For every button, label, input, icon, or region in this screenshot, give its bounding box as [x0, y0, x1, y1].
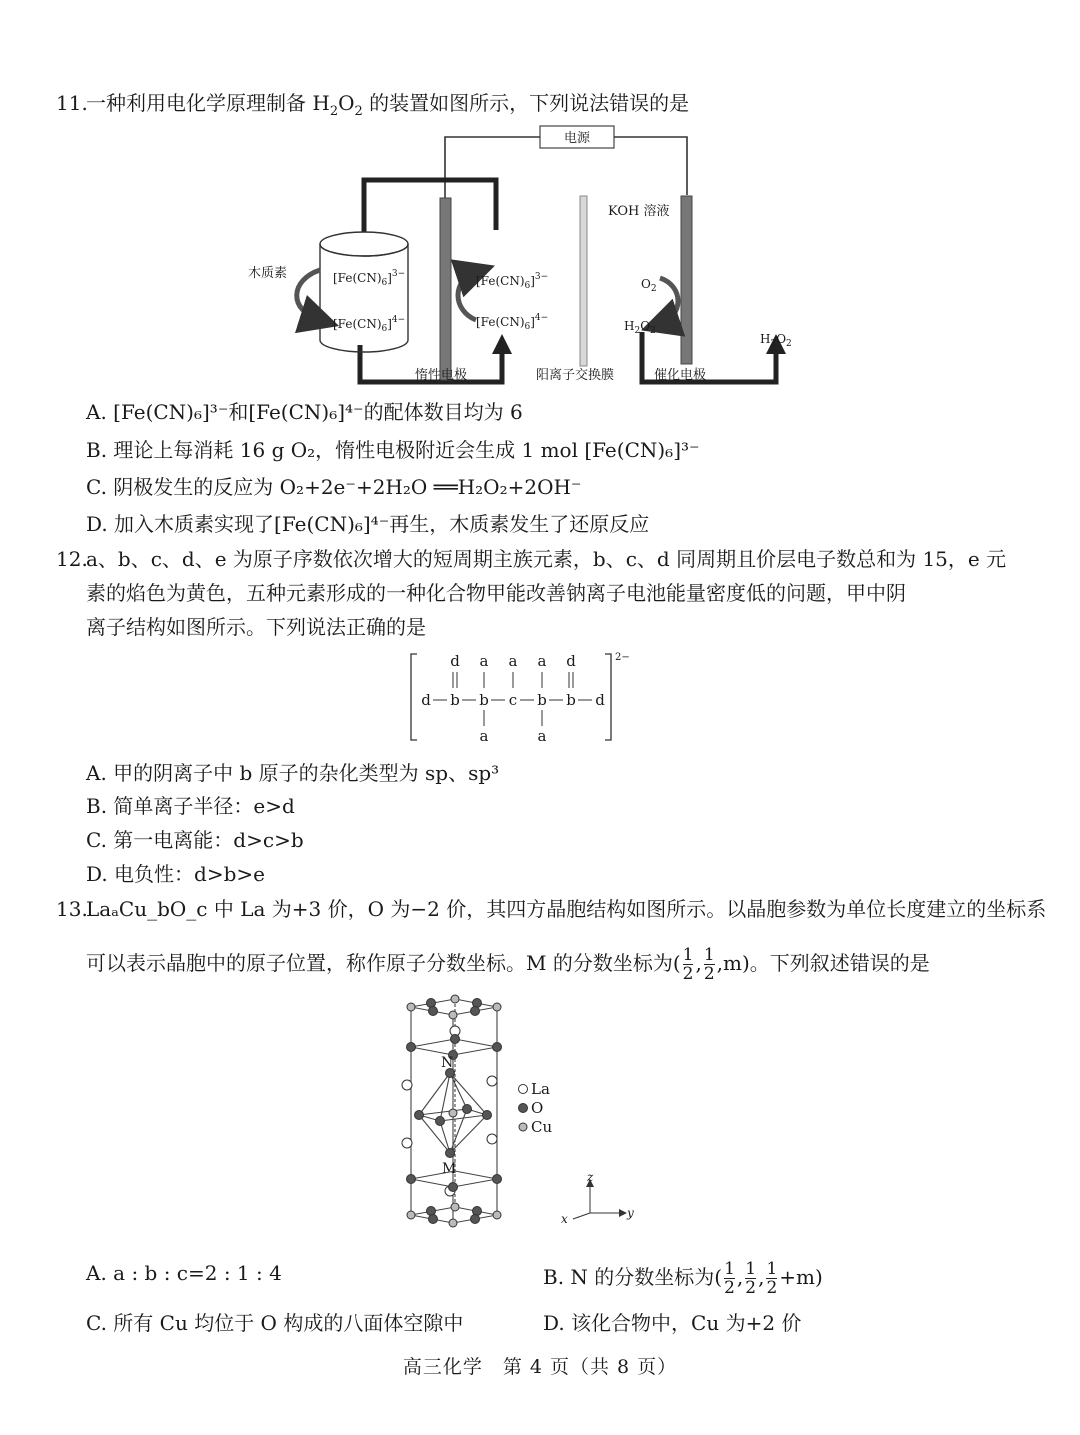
q13-option-b-a: B. N 的分数坐标为(: [543, 1265, 723, 1289]
frac-2: $\frac{1}{2}$: [703, 945, 715, 984]
q11-number: 11.: [56, 91, 88, 115]
q13-line2-a: 可以表示晶胞中的原子位置，称作原子分数坐标。M 的分数坐标为(: [86, 951, 681, 975]
atom-label-n: N: [441, 1055, 454, 1071]
q11-stem-c: 的装置如图所示，下列说法错误的是: [362, 91, 690, 115]
q12-number: 12.: [56, 547, 88, 571]
atom-chain-1: d: [421, 691, 431, 709]
atom-chain-5: b: [537, 691, 547, 709]
atom-bottom-1: a: [479, 727, 489, 745]
catalytic-curved-arrow: [660, 278, 678, 324]
koh-label: KOH 溶液: [608, 204, 670, 219]
frac-b1: $\frac{1}{2}$: [724, 1259, 735, 1298]
reactor-fe4-label: $[Fe(CN)_6]^{4-}$: [333, 315, 406, 334]
inert-electrode-curved-arrow: [458, 272, 476, 320]
atom-chain-4: c: [508, 691, 518, 709]
legend-cu-label: Cu: [531, 1118, 553, 1136]
q13-option-d[interactable]: D. 该化合物中，Cu 为+2 价: [543, 1311, 802, 1335]
legend-o-swatch: [519, 1104, 528, 1113]
right-bracket: [605, 654, 611, 740]
q13-line-1: LaₐCu_bO_c 中 La 为+3 价，O 为−2 价，其四方晶胞结构如图所示。以晶胞参数为单位长度建立的坐标系: [86, 897, 1047, 921]
inert-electrode: [440, 198, 451, 380]
reactor-fe3-label: $[Fe(CN)_6]^{3-}$: [333, 269, 406, 288]
q13-option-a[interactable]: A. a : b : c=2 : 1 : 4: [86, 1261, 282, 1285]
atom-bottom-2: a: [537, 727, 547, 745]
q13-option-c[interactable]: C. 所有 Cu 均位于 O 构成的八面体空隙中: [86, 1311, 464, 1335]
x-axis-label: x: [561, 1212, 568, 1226]
q11-option-c[interactable]: C. 阴极发生的反应为 O₂+2e⁻+2H₂O ══H₂O₂+2OH⁻: [86, 475, 582, 499]
atom-top-4: a: [537, 652, 547, 670]
legend-o-label: O: [531, 1099, 544, 1117]
legend-la-label: La: [531, 1080, 550, 1098]
inert-electrode-label: 惰性电极: [415, 368, 468, 383]
frac-1: $\frac{1}{2}$: [682, 945, 694, 984]
q13-line2-d: ,m)。下列叙述错误的是: [716, 951, 930, 975]
anion-structure-figure: [405, 650, 645, 746]
frac-b2: $\frac{1}{2}$: [745, 1259, 757, 1298]
atom-chain-3: b: [479, 691, 489, 709]
atom-label-m: M: [442, 1161, 457, 1177]
product-h2o2-label: $H_2O_2$: [760, 332, 792, 349]
atom-chain-6: b: [566, 691, 576, 709]
atom-top-1: d: [450, 652, 460, 670]
circulation-pipe-top: [364, 180, 496, 238]
atom-top-3: a: [508, 652, 518, 670]
q12-option-a[interactable]: A. 甲的阴离子中 b 原子的杂化类型为 sp、sp³: [86, 761, 500, 785]
atom-chain-7: d: [595, 691, 605, 709]
membrane-label: 阳离子交换膜: [536, 368, 615, 383]
q11-option-b[interactable]: B. 理论上每消耗 16 g O₂，惰性电极附近会生成 1 mol [Fe(CN)₆]³⁻: [86, 438, 700, 462]
crystal-cell-figure: [395, 993, 655, 1233]
frac-b3: $\frac{1}{2}$: [766, 1259, 778, 1298]
electrolysis-apparatus-figure: [230, 120, 810, 390]
q12-option-c[interactable]: C. 第一电离能：d>c>b: [86, 828, 304, 852]
q11-stem-sub2: 2: [354, 104, 363, 119]
label-catalytic-electrode: 催化电极: [654, 368, 707, 383]
atom-chain-2: b: [450, 691, 460, 709]
q11-option-d[interactable]: D. 加入木质素实现了[Fe(CN)₆]⁴⁻再生，木质素发生了还原反应: [86, 512, 650, 536]
page-footer: 高三化学 第 4 页（共 8 页）: [402, 1356, 678, 1378]
q13-line-2: 可以表示晶胞中的原子位置，称作原子分数坐标。M 的分数坐标为( $\frac{1}{2}$ , $\frac{1}{2}$ ,m)。下列叙述错误的是: [86, 945, 930, 984]
inert-fe4-label: $[Fe(CN)_6]^{4-}$: [476, 313, 549, 332]
q12-line-1: a、b、c、d、e 为原子序数依次增大的短周期主族元素，b、c、d 同周期且价层电子数总和为 15，e 元: [86, 547, 1007, 571]
wire-left: [445, 137, 540, 200]
legend-la-swatch: [519, 1085, 528, 1094]
q12-line-2: 素的焰色为黄色，五种元素形成的一种化合物甲能改善钠离子电池能量密度低的问题，甲中阴: [86, 581, 906, 605]
q11-stem-a: 一种利用电化学原理制备 H: [86, 91, 330, 115]
q13-number: 13.: [56, 897, 88, 921]
left-bracket: [411, 654, 417, 740]
wire-right: [614, 137, 687, 195]
q11-stem-sub1: 2: [329, 104, 339, 119]
q11-option-a[interactable]: A. [Fe(CN)₆]³⁻和[Fe(CN)₆]⁴⁻的配体数目均为 6: [86, 400, 523, 424]
reactor-bottom-arc: [320, 340, 408, 352]
q12-option-b[interactable]: B. 简单离子半径：e>d: [86, 794, 295, 818]
q12-option-d[interactable]: D. 电负性：d>b>e: [86, 862, 265, 886]
z-axis-label: z: [587, 1170, 594, 1184]
q13-option-b[interactable]: B. N 的分数坐标为( $\frac{1}{2}$ , $\frac{1}{2}$ , $\frac{1}{2}$ +m): [543, 1259, 823, 1298]
q11-stem-b: O: [338, 91, 355, 115]
anion-charge: 2−: [615, 652, 630, 663]
lignin-label: 木质素: [248, 266, 288, 281]
atom-top-5: d: [566, 652, 576, 670]
q13-option-b-b: +m): [779, 1265, 823, 1289]
catalytic-electrode: [681, 196, 692, 364]
legend-cu-swatch: [519, 1123, 527, 1131]
x-axis: [573, 1213, 590, 1219]
power-source-label: 电源: [563, 131, 591, 146]
y-axis-label: y: [627, 1206, 634, 1220]
inert-fe3-label: $[Fe(CN)_6]^{3-}$: [476, 272, 549, 291]
cation-exchange-membrane: [580, 196, 587, 366]
o2-label: $O_2$: [641, 277, 657, 294]
lignin-curved-arrow: [297, 270, 320, 320]
circulation-arrow-up: [492, 334, 512, 354]
atom-top-2: a: [479, 652, 489, 670]
cathode-h2o2-label: $H_2O_2$: [624, 319, 656, 336]
q12-line-3: 离子结构如图所示。下列说法正确的是: [86, 615, 426, 639]
